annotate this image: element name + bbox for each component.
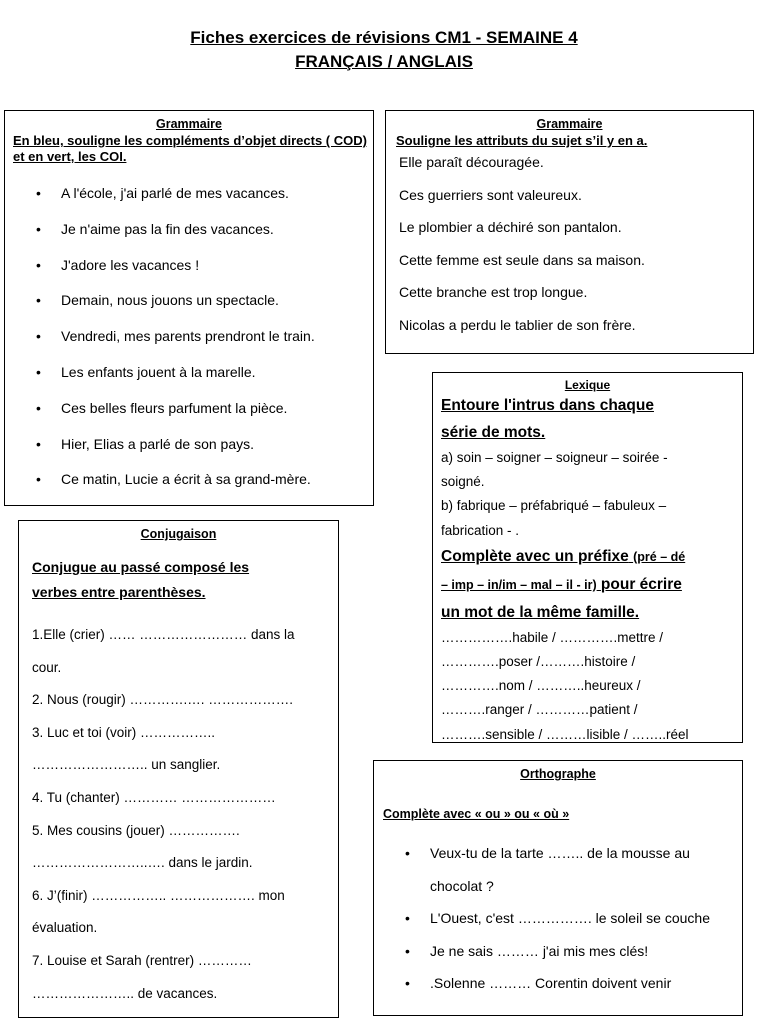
series-a-line-1: a) soin – soigner – soigneur – soirée -: [441, 450, 668, 465]
section-instruction-2c: un mot de la même famille.: [441, 603, 640, 621]
list-item: • Vendredi, mes parents prendront le train.: [61, 328, 373, 364]
list-item: • .Solenne ……… Corentin doivent venir: [430, 967, 742, 1000]
list-item: Elle paraît découragée.: [399, 154, 544, 170]
prefix-row: ………….poser /……….histoire /: [441, 654, 636, 670]
list-item: • Veux-tu de la tarte …….. de la mousse au: [430, 837, 742, 870]
list-item: • Les enfants jouent à la marelle.: [61, 364, 373, 400]
list-item: • Demain, nous jouons un spectacle.: [61, 292, 373, 328]
section-heading: Grammaire: [155, 117, 222, 131]
section-instruction: En bleu, souligne les compléments d’objet directs ( COD) et en vert, les COI.: [13, 133, 367, 164]
list-item: • J'adore les vacances !: [61, 257, 373, 293]
exercise-line: 6. J’(finir) …………….. ………………. mon: [32, 887, 285, 903]
list-item-continuation: chocolat ?: [430, 877, 494, 894]
list-item: Cette femme est seule dans sa maison.: [399, 251, 645, 268]
title-line-1: Fiches exercices de révisions CM1 - SEMAINE 4: [190, 28, 578, 47]
exercise-line: ………………….. de vacances.: [32, 985, 218, 1001]
exercise-line: 3. Luc et toi (voir) ……………..: [32, 724, 216, 740]
prefix-row: ………….nom / ………..heureux /: [441, 678, 641, 694]
list-item: • Hier, Elias a parlé de son pays.: [61, 436, 373, 472]
prefix-row: ……….sensible / ………lisible / ……..réel: [441, 726, 689, 742]
series-b-line-2: fabrication - .: [441, 522, 520, 538]
exercise-line: 4. Tu (chanter) ………… …………………: [32, 789, 276, 805]
page-title: [0, 26, 768, 74]
prefix-list-1: (pré – dé: [633, 549, 686, 564]
exercise-line: cour.: [32, 659, 62, 675]
section-instruction-2b: [441, 571, 742, 599]
section-instruction: [32, 555, 338, 605]
instruction-line-2: verbes entre parenthèses.: [32, 584, 206, 600]
exercise-line: 2. Nous (rougir) ………….…. ……………….: [32, 692, 294, 708]
exercise-list: [32, 626, 338, 1017]
sentence-list: [430, 837, 742, 1000]
section-instruction-1a: Entoure l'intrus dans chaque: [441, 397, 654, 414]
sentence-list: [399, 153, 753, 349]
grammaire-attributs-section: [385, 110, 754, 354]
section-instruction-2a: [441, 543, 742, 571]
exercise-line: 5. Mes cousins (jouer) …………….: [32, 822, 240, 838]
series-b-line-1: b) fabrique – préfabriqué – fabuleux –: [441, 498, 667, 514]
list-item: Ces guerriers sont valeureux.: [399, 186, 582, 203]
section-instruction: Complète avec « ou » ou « où »: [383, 807, 570, 821]
grammaire-cod-section: [4, 110, 374, 506]
section-heading: Lexique: [564, 378, 611, 392]
section-heading: Grammaire: [536, 117, 603, 131]
list-item: • L'Ouest, c'est ……………. le soleil se couche: [430, 902, 742, 935]
exercise-line: ……………………..…. dans le jardin.: [32, 855, 253, 871]
prefix-row: …………….habile / ………….mettre /: [441, 629, 664, 645]
exercise-line: 7. Louise et Sarah (rentrer) …………: [32, 952, 252, 968]
instruction-line-1: Conjugue au passé composé les: [32, 559, 250, 575]
list-item: • A l'école, j'ai parlé de mes vacances.: [61, 185, 373, 221]
conjugaison-section: [18, 520, 339, 1018]
instruction-2-mid: pour écrire: [600, 575, 682, 593]
list-item: • Ces belles fleurs parfument la pièce.: [61, 400, 373, 436]
prefix-list-2: – imp – in/im – mal – il - ir): [441, 577, 597, 592]
instruction-2-start: Complète avec un préfixe: [441, 547, 629, 565]
lexique-section: [432, 372, 743, 743]
section-instruction-1b: série de mots.: [441, 424, 546, 441]
list-item: • Je n'aime pas la fin des vacances.: [61, 221, 373, 257]
title-line-2: FRANÇAIS / ANGLAIS: [295, 52, 473, 71]
exercise-line: évaluation.: [32, 920, 98, 936]
section-heading: Conjugaison: [140, 527, 217, 541]
list-item: • Ce matin, Lucie a écrit à sa grand-mère.: [61, 471, 373, 507]
sentence-list: [61, 185, 373, 507]
list-item: • Je ne sais ……… j'ai mis mes clés!: [430, 935, 742, 968]
exercise-line: 1.Elle (crier) …… …………………… dans la: [32, 627, 295, 642]
section-instruction: Souligne les attributs du sujet s’il y en a.: [396, 133, 648, 148]
list-item: Cette branche est trop longue.: [399, 284, 588, 301]
list-item: Le plombier a déchiré son pantalon.: [399, 219, 622, 236]
exercise-line: …………………….. un sanglier.: [32, 757, 221, 773]
list-item: Nicolas a perdu le tablier de son frère.: [399, 316, 636, 333]
series-a-line-2: soigné.: [441, 474, 485, 490]
orthographe-section: [373, 760, 743, 1016]
section-heading: Orthographe: [520, 767, 596, 781]
prefix-row: ……….ranger / …………patient /: [441, 702, 638, 718]
